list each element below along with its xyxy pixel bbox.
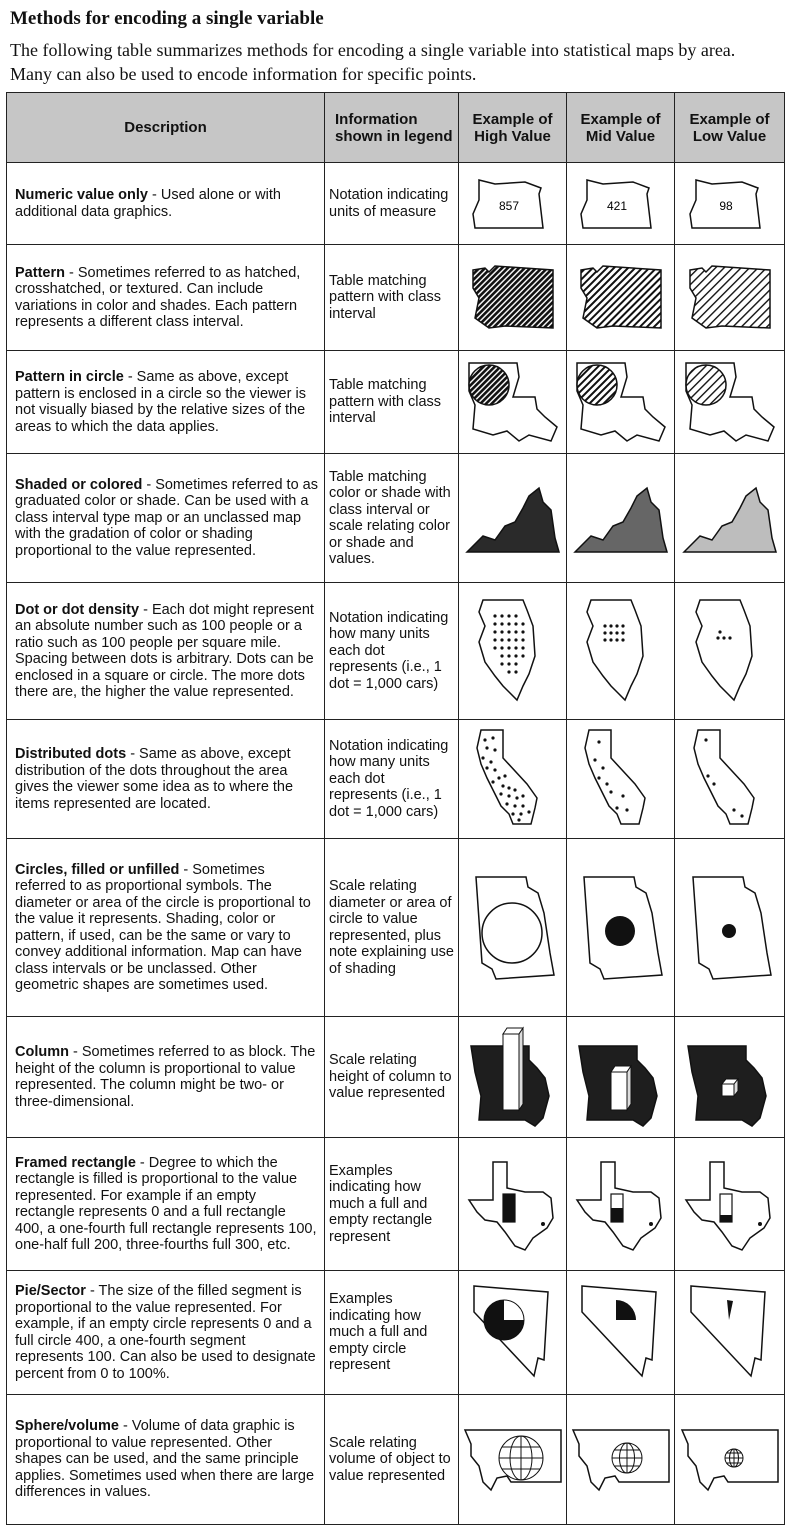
example-low — [675, 163, 785, 245]
example-high — [459, 1138, 567, 1271]
example-low — [675, 454, 785, 583]
example-low — [675, 1017, 785, 1138]
row-description — [7, 454, 325, 583]
row-legend: Table matching pattern with class interval — [325, 245, 459, 351]
method-name: Sphere/volume — [15, 1418, 119, 1435]
method-text: - Degree to which the rectangle is filled is proportional to the value represented. For example if an empty rectangle represents 0 and a full rectangle 400, a one-fourth full rectangle represents 100, one-half full 200, three-fourths full 300, etc. — [15, 1154, 317, 1253]
row-description — [7, 1271, 325, 1395]
example-mid — [567, 245, 675, 351]
california-map-icon — [690, 724, 770, 834]
example-high — [459, 1395, 567, 1525]
row-legend: Scale relating diameter or area of circle to value represented, plus note explaining use of shading — [325, 839, 459, 1017]
row-description — [7, 245, 325, 351]
illinois-map-icon — [690, 596, 770, 706]
example-high — [459, 720, 567, 839]
method-name: Pie/Sector — [15, 1283, 86, 1299]
method-name: Column — [15, 1044, 69, 1060]
example-high — [459, 839, 567, 1017]
row-legend: Notation indicating how many units each dot represents (i.e., 1 dot = 1,000 cars) — [325, 720, 459, 839]
row-description — [7, 720, 325, 839]
row-description — [7, 1138, 325, 1271]
example-mid — [567, 583, 675, 720]
illinois-map-icon — [473, 596, 553, 706]
example-high — [459, 454, 567, 583]
row-legend: Examples indicating how much a full and empty circle represent — [325, 1271, 459, 1395]
nevada-map-icon — [576, 1278, 666, 1388]
table-row-distributed-dots — [7, 720, 785, 839]
method-name: Dot or dot density — [15, 601, 140, 618]
row-legend: Notation indicating units of measure — [325, 163, 459, 245]
table-row-shaded — [7, 454, 785, 583]
row-description — [7, 839, 325, 1017]
example-mid — [567, 163, 675, 245]
table-row-circles — [7, 839, 785, 1017]
oregon-map-icon — [573, 174, 669, 234]
example-low — [675, 1271, 785, 1395]
table-row-column — [7, 1017, 785, 1138]
row-legend: Table matching color or shade with class interval or scale relating color or shade and values. — [325, 454, 459, 583]
table-row-pie-sector — [7, 1271, 785, 1395]
row-description — [7, 163, 325, 245]
example-high — [459, 1271, 567, 1395]
washington-map-icon — [682, 258, 778, 338]
row-description — [7, 1017, 325, 1138]
illinois-map-icon — [581, 596, 661, 706]
nevada-map-icon — [468, 1278, 558, 1388]
example-high — [459, 583, 567, 720]
california-map-icon — [581, 724, 661, 834]
section-heading: Methods for encoding a single variable — [10, 8, 324, 29]
column-header-low: Example of Low Value — [675, 93, 785, 163]
example-mid — [567, 351, 675, 454]
method-text: - Volume of data graphic is proportional to value represented. Other shapes can be used, and the same principle applies. Sometimes used when there are large differences in values. — [15, 1418, 315, 1501]
row-legend: Scale relating volume of object to value represented — [325, 1395, 459, 1525]
intro-paragraph: The following table summarizes methods for encoding a single variable into statistical maps by area. Many can also be used to encode information for specific points. — [10, 40, 736, 84]
method-name: Pattern in circle — [15, 369, 124, 385]
texas-map-icon — [571, 1154, 671, 1254]
texas-map-icon — [463, 1154, 563, 1254]
example-low — [675, 720, 785, 839]
virginia-map-icon — [680, 478, 780, 558]
table-row-pattern — [7, 245, 785, 351]
method-text: - Used alone or with additional data graphics. — [15, 187, 281, 220]
method-name: Distributed dots — [15, 746, 127, 762]
example-mid — [567, 1138, 675, 1271]
example-high — [459, 163, 567, 245]
oregon-map-icon — [465, 174, 561, 234]
method-text: - Sometimes referred to as hatched, crosshatched, or textured. Can include variations in color and shades. Each pattern represents a different class interval. — [15, 264, 301, 330]
missouri-map-icon — [465, 1022, 561, 1132]
method-name: Numeric value only — [15, 187, 148, 203]
row-description — [7, 351, 325, 454]
table-header-row — [7, 93, 785, 163]
row-description — [7, 583, 325, 720]
method-text: - Sometimes referred to as block. The height of the column is proportional to value represented. The column might be two- or three-dimensional. — [15, 1044, 316, 1110]
method-text: - Sometimes referred to as proportional symbols. The diameter or area of the circle is proportional to the value it represents. Shading, color or pattern, if used, can be the same or vary to convey additional information. Map can have class intervals or be unclassed. Other geometric shapes are sometimes used. — [15, 861, 311, 993]
example-low — [675, 1138, 785, 1271]
washington-map-icon — [573, 258, 669, 338]
example-mid — [567, 1017, 675, 1138]
method-text: - Same as above, except distribution of the dots throughout the area gives the viewer some idea as to where the items represented are located. — [15, 746, 294, 812]
column-header-legend: Information shown in legend — [325, 93, 459, 163]
encoding-methods-table — [6, 92, 785, 1525]
montana-map-icon — [569, 1420, 673, 1500]
example-high — [459, 1017, 567, 1138]
texas-map-icon — [680, 1154, 780, 1254]
method-text: - Sometimes referred to as graduated color or shade. Can be used with a class interval type map or an unclassed map with the gradation of color or shading proportional to the value represented. — [15, 476, 318, 559]
table-row-numeric — [7, 163, 785, 245]
method-name: Framed rectangle — [15, 1154, 136, 1171]
missouri-map-icon — [682, 1022, 778, 1132]
province-map-icon — [576, 873, 666, 983]
method-text: - Each dot might represent an absolute number such as 100 people or a ratio such as 100 people per square mile. Spacing between dots is arbitrary. Dots can be enclosed in a square or circle. The more dots there are, the higher the value represented. — [15, 601, 314, 700]
row-legend: Notation indicating how many units each dot represents (i.e., 1 dot = 1,000 cars) — [325, 583, 459, 720]
louisiana-map-icon — [463, 357, 563, 447]
example-low — [675, 1395, 785, 1525]
numeric-value-label: 98 — [718, 198, 733, 213]
method-text: - Same as above, except pattern is enclosed in a circle so the viewer is not visually biased by the relative sizes of the areas to which the data applies. — [15, 369, 306, 435]
table-row-pattern-in-circle — [7, 351, 785, 454]
california-map-icon — [473, 724, 553, 834]
province-map-icon — [685, 873, 775, 983]
virginia-map-icon — [463, 478, 563, 558]
column-header-mid: Example of Mid Value — [567, 93, 675, 163]
example-low — [675, 583, 785, 720]
example-low — [675, 351, 785, 454]
table-row-dot-density — [7, 583, 785, 720]
missouri-map-icon — [573, 1022, 669, 1132]
nevada-map-icon — [685, 1278, 775, 1388]
example-mid — [567, 1271, 675, 1395]
example-low — [675, 839, 785, 1017]
oregon-map-icon — [682, 174, 778, 234]
row-legend: Scale relating height of column to value represented — [325, 1017, 459, 1138]
example-mid — [567, 839, 675, 1017]
louisiana-map-icon — [571, 357, 671, 447]
washington-map-icon — [465, 258, 561, 338]
example-high — [459, 245, 567, 351]
example-high — [459, 351, 567, 454]
table-row-sphere-volume — [7, 1395, 785, 1525]
montana-map-icon — [678, 1420, 782, 1500]
method-name: Circles, filled or unfilled — [15, 861, 180, 878]
row-legend: Examples indicating how much a full and empty rectangle represent — [325, 1138, 459, 1271]
table-row-framed-rectangle — [7, 1138, 785, 1271]
numeric-value-label: 857 — [498, 198, 519, 213]
province-map-icon — [468, 873, 558, 983]
method-name: Pattern — [15, 264, 65, 281]
row-description — [7, 1395, 325, 1525]
montana-map-icon — [461, 1420, 565, 1500]
example-mid — [567, 1395, 675, 1525]
column-header-description: Description — [7, 93, 325, 163]
example-mid — [567, 454, 675, 583]
numeric-value-label: 421 — [606, 198, 627, 213]
virginia-map-icon — [571, 478, 671, 558]
method-text: - The size of the filled segment is proportional to the value represented. For example, if an empty circle represents 0 and a full circle 400, a one-fourth segment represents 100. Can also be used to designate percent from 0 to 100%. — [15, 1283, 316, 1382]
louisiana-map-icon — [680, 357, 780, 447]
method-name: Shaded or colored — [15, 476, 143, 493]
example-mid — [567, 720, 675, 839]
column-header-high: Example of High Value — [459, 93, 567, 163]
row-legend: Table matching pattern with class interval — [325, 351, 459, 454]
example-low — [675, 245, 785, 351]
